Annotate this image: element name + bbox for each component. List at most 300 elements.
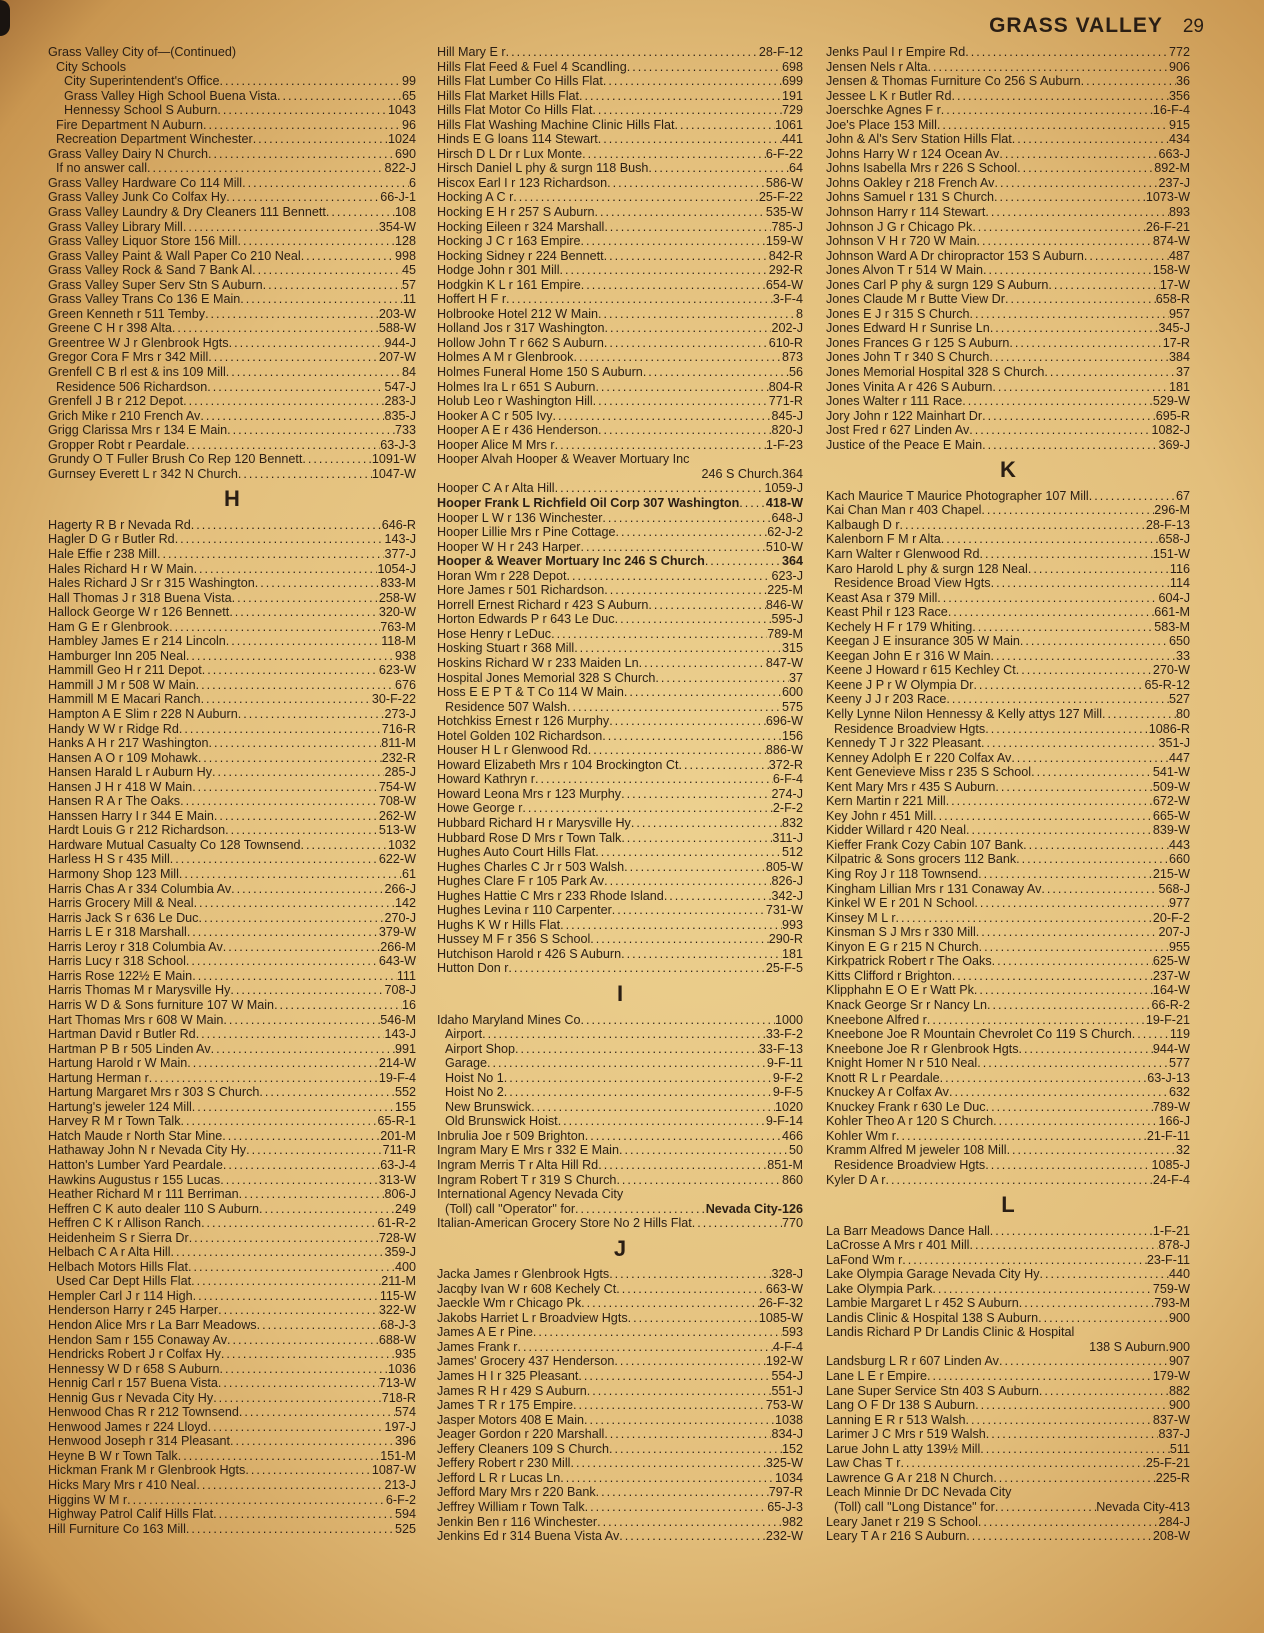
dot-leader	[127, 1493, 386, 1508]
listing-name: Keegan John E r 316 W Main	[826, 648, 991, 663]
listing-entry	[437, 1143, 803, 1158]
phone-number: 622-W	[378, 852, 416, 867]
listing-entry	[437, 729, 803, 744]
listing-entry	[826, 925, 1190, 940]
dot-leader	[614, 1354, 766, 1369]
phone-number: 4-F-4	[772, 1339, 803, 1354]
listing-entry	[437, 1085, 803, 1100]
dot-leader	[213, 1391, 382, 1406]
listing-name: Harless H S r 435 Mill	[48, 852, 170, 867]
phone-number: 143-J	[384, 1027, 416, 1042]
listing-name: Jacka James r Glenbrook Hgts	[437, 1267, 610, 1282]
dot-leader	[171, 1245, 385, 1260]
listing-name: Hambley James E r 214 Lincoln	[48, 634, 226, 649]
listing-entry	[48, 1042, 416, 1057]
phone-number: 574	[394, 1405, 416, 1420]
dot-leader	[993, 1114, 1158, 1129]
listing-name: Hardt Louis G r 212 Richardson	[48, 823, 226, 838]
dot-leader	[238, 467, 372, 482]
listing-name: Kechely H F r 179 Whiting	[826, 619, 973, 634]
listing-entry	[48, 45, 416, 60]
listing-entry	[48, 576, 416, 591]
phone-number: 237-J	[1158, 175, 1190, 190]
listing-name: Karn Walter r Glenwood Rd	[826, 547, 980, 561]
listing-entry	[437, 1427, 803, 1442]
listing-entry	[826, 438, 1190, 453]
listing-name: Hodgkin K L r 161 Empire	[437, 277, 581, 292]
listing-name: Hartung Harold r W Main	[48, 1056, 188, 1071]
listing-entry	[437, 569, 803, 584]
listing-entry	[48, 365, 416, 380]
phone-number: 733	[394, 423, 416, 438]
phone-number: 708-J	[384, 983, 416, 998]
dot-leader	[966, 1413, 1153, 1428]
listing-entry	[437, 336, 803, 351]
phone-number: 535-W	[765, 205, 803, 220]
phone-number: 61	[401, 867, 416, 882]
dot-leader	[504, 1071, 773, 1086]
listing-entry	[437, 205, 803, 220]
dot-leader	[218, 1376, 379, 1391]
phone-number: 663-J	[1158, 146, 1190, 161]
dot-leader	[1089, 489, 1176, 504]
listing-entry	[437, 525, 803, 540]
listing-name: Kinsey M L r	[826, 910, 896, 925]
listing-entry	[437, 1267, 803, 1282]
listing-entry	[48, 380, 416, 395]
dot-leader	[198, 911, 384, 926]
dot-leader	[978, 867, 1153, 882]
listing-name: Hicks Mary Mrs r 410 Neal	[48, 1478, 197, 1492]
listing-entry	[48, 1507, 416, 1522]
dot-leader	[259, 1085, 395, 1100]
phone-number: 632	[1168, 1085, 1190, 1100]
listing-entry	[48, 1420, 416, 1435]
phone-number: 595-J	[771, 612, 803, 627]
phone-number: 164-W	[1152, 983, 1190, 998]
listing-entry	[48, 882, 416, 897]
listing-entry	[826, 1282, 1190, 1297]
dot-leader	[222, 1129, 380, 1144]
dot-leader	[604, 220, 771, 235]
listing-entry	[437, 1384, 803, 1399]
listing-name: Grundy O T Fuller Brush Co Rep 120 Bennett	[48, 452, 303, 467]
dot-leader	[274, 998, 402, 1013]
listing-name: Kirkpatrick Robert r The Oaks	[826, 954, 992, 969]
phone-number: 643-W	[378, 954, 416, 969]
listing-entry	[437, 438, 803, 453]
dot-leader	[229, 605, 379, 620]
phone-number: 273-J	[384, 707, 416, 722]
dot-leader	[186, 954, 379, 969]
dot-leader	[220, 1173, 379, 1188]
dot-leader	[517, 1340, 772, 1355]
phone-number: 892-M	[1154, 161, 1190, 176]
listing-name: (Toll) call "Long Distance" for	[834, 1499, 995, 1514]
listing-entry	[437, 671, 803, 686]
listing-name: Residence 507 Walsh	[445, 699, 568, 714]
dot-leader	[169, 620, 380, 635]
dot-leader	[277, 89, 402, 104]
section-letter-heading: L	[1001, 1192, 1015, 1218]
dot-leader	[186, 438, 380, 453]
listing-name: Hagerty R B r Nevada Rd	[48, 517, 191, 532]
listing-entry	[826, 503, 1190, 518]
listing-entry	[437, 1500, 803, 1515]
phone-number: 296-M	[1154, 503, 1190, 518]
listing-entry	[437, 1013, 803, 1028]
phone-number: 1024	[387, 132, 416, 147]
phone-number: 181	[781, 946, 803, 961]
phone-number: 84	[401, 365, 416, 380]
listing-entry	[437, 452, 803, 467]
listing-name: Jessee L K r Butler Rd	[826, 88, 952, 103]
listing-name: Residence 506 Richardson	[56, 379, 208, 394]
listing-name: Highway Patrol Calif Hills Flat	[48, 1507, 214, 1522]
phone-number: 28-F-13	[1145, 517, 1190, 532]
listing-name: Hennig Gus r Nevada City Hy	[48, 1390, 214, 1405]
listing-entry	[826, 321, 1190, 336]
listing-entry	[826, 249, 1190, 264]
dot-leader	[1023, 838, 1169, 853]
binding-edge	[0, 0, 10, 36]
dot-leader	[595, 205, 766, 220]
listing-name: Hosking Stuart r 368 Mill	[437, 641, 575, 656]
phone-number: 201-M	[380, 1128, 416, 1143]
dot-leader	[995, 1500, 1096, 1515]
listing-entry	[48, 1333, 416, 1348]
listing-name: Hussey M F r 356 S School	[437, 932, 591, 947]
listing-entry	[826, 867, 1190, 882]
listing-entry	[826, 1485, 1190, 1500]
listing-name: Keegan J E insurance 305 W Main	[826, 634, 1020, 649]
dot-leader	[937, 118, 1169, 133]
listing-name: Lake Olympia Park	[826, 1281, 933, 1296]
listing-entry	[437, 1173, 803, 1188]
dot-leader	[1031, 765, 1153, 780]
listing-name: Hoss E E P T & T Co 114 W Main	[437, 685, 624, 700]
listing-entry	[826, 983, 1190, 998]
dot-leader	[664, 889, 772, 904]
phone-number: 466	[781, 1128, 803, 1143]
listing-entry	[48, 321, 416, 336]
listing-name: Kent Mary Mrs r 435 S Auburn	[826, 779, 996, 794]
listing-entry	[437, 947, 803, 962]
listing-name: Johns Oakley r 218 French Av	[826, 175, 995, 190]
phone-number: 159-W	[765, 234, 803, 249]
phone-number: 1036	[387, 1361, 416, 1376]
listing-name: Kinyon E G r 215 N Church	[826, 939, 979, 954]
phone-number: 6-F-22	[765, 146, 803, 161]
phone-number: 115-W	[379, 1288, 416, 1303]
dot-leader	[584, 1413, 775, 1428]
phone-number: 266-J	[384, 881, 416, 896]
dot-leader	[982, 409, 1156, 424]
dot-leader	[1020, 634, 1169, 649]
dot-leader	[615, 612, 772, 627]
listing-name: Hocking A C r	[437, 190, 514, 205]
listing-name: Hubbard Richard H r Marysville Hy	[437, 815, 631, 830]
listing-entry	[437, 860, 803, 875]
listing-entry	[826, 605, 1190, 620]
listing-entry	[437, 1282, 803, 1297]
phone-number: 25-F-22	[758, 190, 803, 205]
listing-name: Gropper Robt r Peardale	[48, 437, 186, 452]
listing-name: Larimer J C Mrs r 519 Walsh	[826, 1427, 986, 1442]
dot-leader	[900, 518, 1146, 533]
phone-number: 225-M	[767, 583, 803, 598]
listing-name: Kneebone Joe R r Glenbrook Hgts	[826, 1041, 1019, 1056]
listing-name: Hales Richard H r W Main	[48, 561, 194, 576]
listing-name: Lake Olympia Garage Nevada City Hy	[826, 1267, 1040, 1282]
phone-number: 583-M	[1154, 619, 1190, 634]
phone-number: 192-W	[765, 1354, 803, 1369]
phone-number: 372-R	[768, 757, 803, 772]
directory-column-2	[437, 45, 803, 1544]
phone-number: 797-R	[768, 1485, 803, 1500]
dot-leader	[573, 1398, 766, 1413]
dot-leader	[229, 336, 385, 351]
phone-number: 418-W	[765, 495, 803, 510]
listing-name: Grenfell C B rl est & ins 109 Mill	[48, 365, 226, 380]
dot-leader	[616, 1173, 782, 1188]
listing-entry	[437, 234, 803, 249]
listing-entry	[826, 336, 1190, 351]
listing-entry	[437, 511, 803, 526]
listing-entry	[826, 1325, 1190, 1340]
dot-leader	[147, 161, 384, 176]
phone-number: 1059-J	[764, 481, 803, 496]
phone-number: 197-J	[384, 1419, 416, 1434]
listing-name: Ingram Robert T r 319 S Church	[437, 1172, 617, 1187]
listing-name: Kilpatric & Sons grocers 112 Bank	[826, 852, 1017, 867]
listing-name: Leach Minnie Dr DC Nevada City	[826, 1485, 1012, 1500]
listing-name: Hooper & Weaver Mortuary Inc 246 S Church	[437, 554, 705, 569]
listing-entry	[48, 692, 416, 707]
listing-entry	[48, 896, 416, 911]
dot-leader	[1012, 132, 1169, 147]
listing-name: Hammill M E Macari Ranch	[48, 692, 201, 707]
dot-leader	[581, 1296, 759, 1311]
phone-number: 258-W	[378, 590, 416, 605]
dot-leader	[989, 350, 1169, 365]
phone-number: 313-W	[378, 1172, 416, 1187]
dot-leader	[567, 569, 772, 584]
phone-number: 650	[1168, 634, 1190, 649]
listing-name: Kitts Clifford r Brighton	[826, 968, 952, 983]
dot-leader	[985, 722, 1148, 737]
phone-number: 846-W	[765, 597, 803, 612]
dot-leader	[980, 547, 1153, 562]
dot-leader	[193, 1289, 380, 1304]
dot-leader	[573, 350, 782, 365]
dot-leader	[592, 103, 782, 118]
listing-name: Hose Henry r LeDuc	[437, 626, 552, 641]
section-letter-heading: J	[613, 1235, 627, 1261]
listing-name: King Roy J r 118 Townsend	[826, 867, 979, 882]
listing-name: Howard Kathryn r	[437, 772, 535, 787]
listing-entry	[48, 925, 416, 940]
listing-entry	[826, 1027, 1190, 1042]
listing-name: Hartung's jeweler 124 Mill	[48, 1099, 192, 1114]
listing-entry	[437, 1398, 803, 1413]
listing-entry	[48, 1376, 416, 1391]
phone-number: 696-W	[765, 714, 803, 729]
phone-number: 1086-R	[1148, 721, 1190, 736]
listing-name: Hills Flat Washing Machine Clinic Hills Flat	[437, 117, 675, 132]
listing-name: Hughes Charles C Jr r 503 Walsh	[437, 859, 625, 874]
listing-name: Landsburg L R r 607 Linden Av	[826, 1354, 999, 1369]
phone-number: 753-W	[765, 1398, 803, 1413]
dot-leader	[209, 736, 382, 751]
dot-leader	[208, 1420, 385, 1435]
listing-entry	[437, 598, 803, 613]
dot-leader	[208, 147, 395, 162]
dot-leader	[581, 1013, 775, 1028]
listing-entry	[48, 722, 416, 737]
dot-leader	[648, 598, 766, 613]
listing-entry	[437, 1027, 803, 1042]
listing-entry	[437, 161, 803, 176]
listing-name: Used Car Dept Hills Flat	[56, 1274, 192, 1289]
phone-number: 61-R-2	[377, 1216, 416, 1231]
dot-leader	[231, 882, 384, 897]
phone-number: 665-W	[1152, 808, 1190, 823]
listing-name: Henwood Chas R r 212 Townsend	[48, 1405, 239, 1420]
phone-number: 23-F-11	[1146, 1252, 1190, 1267]
phone-number: 708-W	[378, 794, 416, 809]
phone-number: 1034	[774, 1470, 803, 1485]
phone-number: 292-R	[768, 263, 803, 278]
listing-name: Hooper L W r 136 Winchester	[437, 510, 603, 525]
listing-name: Harris Chas A r 334 Columbia Av	[48, 881, 232, 896]
listing-name: Hill Furniture Co 163 Mill	[48, 1521, 186, 1536]
listing-entry	[437, 496, 803, 511]
listing-name: Hartung Herman r	[48, 1070, 149, 1085]
listing-entry	[826, 234, 1190, 249]
listing-name: Larue John L atty 139½ Mill	[826, 1441, 981, 1456]
listing-name: Kach Maurice T Maurice Photographer 107 Mill	[826, 488, 1089, 503]
listing-name: Kai Chan Man r 403 Chapel	[826, 503, 982, 518]
phone-number: 68-J-3	[380, 1317, 416, 1332]
listing-name: Ingram Merris T r Alta Hill Rd	[437, 1157, 599, 1172]
phone-number: 604-J	[1158, 590, 1190, 605]
dot-leader	[580, 540, 765, 555]
dot-leader	[941, 532, 1159, 547]
dot-leader	[239, 1187, 385, 1202]
phone-number: 28-F-12	[758, 45, 803, 59]
listing-name: Johnson V H r 720 W Main	[826, 234, 977, 249]
phone-number: 17-W	[1159, 277, 1190, 292]
dot-leader	[985, 1158, 1151, 1173]
listing-name: Hotel Golden 102 Richardson	[437, 728, 603, 743]
phone-number: 181	[1168, 379, 1190, 394]
listing-entry	[437, 714, 803, 729]
listing-name: Grass Valley Hardware Co 114 Mill	[48, 175, 243, 190]
dot-leader	[605, 321, 772, 336]
dot-leader	[1084, 249, 1169, 264]
dot-leader	[987, 998, 1152, 1013]
listing-name: Hooker A C r 505 Ivy	[437, 408, 553, 423]
dot-leader	[990, 321, 1159, 336]
listing-name: Hughes Hattie C Mrs r 233 Rhode Island	[437, 888, 664, 903]
phone-number: 672-W	[1152, 794, 1190, 809]
listing-entry	[826, 852, 1190, 867]
listing-name: Hirsch Daniel L phy & surgn 118 Bush	[437, 161, 649, 176]
listing-entry	[48, 1114, 416, 1129]
dot-leader	[551, 627, 767, 642]
dot-leader	[692, 1216, 782, 1231]
dot-leader	[567, 700, 782, 715]
phone-number: 111	[396, 968, 416, 983]
listing-entry	[826, 1398, 1190, 1413]
dot-leader	[170, 852, 379, 867]
phone-number: 837-W	[1152, 1412, 1190, 1427]
listing-name: Lambie Margaret L r 452 S Auburn	[826, 1296, 1019, 1311]
dot-leader	[246, 1143, 383, 1158]
dot-leader	[995, 780, 1153, 795]
dot-leader	[970, 307, 1169, 322]
phone-number: 377-J	[384, 547, 416, 561]
phone-number: 354-W	[378, 219, 416, 234]
listing-entry	[437, 103, 803, 118]
dot-leader	[192, 780, 379, 795]
phone-number: 369-J	[1158, 437, 1190, 452]
dot-leader	[609, 714, 766, 729]
listing-entry	[826, 532, 1190, 547]
dot-leader	[992, 380, 1169, 395]
listing-entry	[48, 867, 416, 882]
listing-name: Hallock George W r 126 Bennett	[48, 605, 230, 620]
dot-leader	[553, 409, 772, 424]
dot-leader	[980, 1442, 1170, 1457]
listing-entry	[437, 292, 803, 307]
listing-entry	[437, 554, 803, 569]
listing-name: Handy W W r Ridge Rd	[48, 721, 179, 736]
listing-name: City Schools	[56, 59, 126, 74]
phone-number: 65	[401, 88, 416, 103]
listing-entry	[48, 132, 416, 147]
listing-entry	[48, 591, 416, 606]
listing-name: Grass Valley Dairy N Church	[48, 146, 209, 161]
listing-entry	[826, 1224, 1190, 1239]
dot-leader: .	[778, 466, 782, 481]
listing-entry	[826, 74, 1190, 89]
phone-number: 156	[781, 728, 803, 743]
phone-number: 80	[1175, 707, 1190, 722]
dot-leader	[609, 1267, 771, 1282]
listing-name: Law Chas T r	[826, 1456, 901, 1471]
phone-number: 283-J	[384, 394, 416, 409]
dot-leader	[616, 1282, 766, 1297]
listing-name: James R H r 429 S Auburn	[437, 1383, 587, 1398]
dot-leader	[208, 350, 379, 365]
phone-number: 359-J	[384, 1245, 416, 1260]
listing-entry	[48, 532, 416, 547]
phone-number: 213-J	[384, 1478, 416, 1492]
listing-name: Hart Thomas Mrs r 608 W Main	[48, 1012, 224, 1027]
phone-number: 33-F-2	[765, 1027, 803, 1042]
listing-entry	[48, 823, 416, 838]
listing-entry	[826, 89, 1190, 104]
phone-number: 805-W	[765, 859, 803, 874]
listing-entry	[437, 1216, 803, 1231]
listing-name: Hubbard Rose D Mrs r Town Talk	[437, 830, 622, 845]
directory-column-1	[48, 45, 416, 1536]
listing-entry	[826, 838, 1190, 853]
phone-number: 1020	[774, 1099, 803, 1114]
phone-number: 873	[781, 350, 803, 365]
